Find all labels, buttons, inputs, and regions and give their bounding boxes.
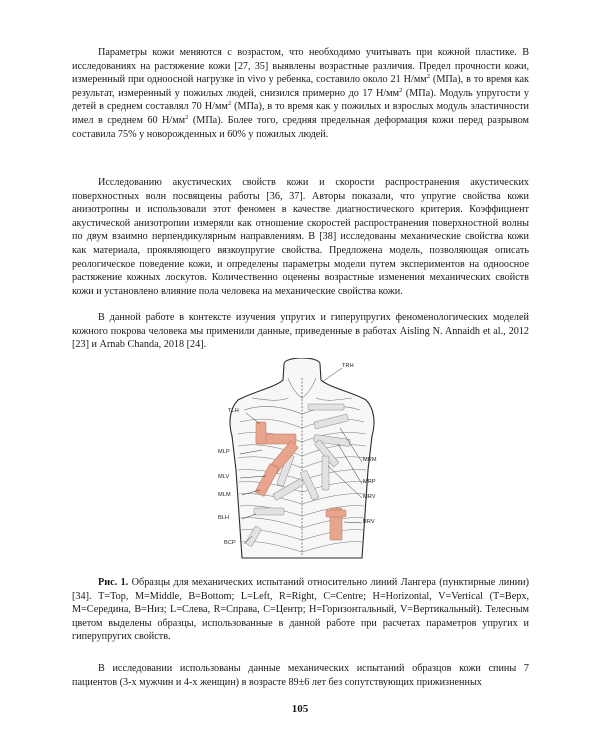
paragraph-this-work: В данной работе в контексте изучения упругих и гиперупругих феноменологических моделей кожного покрова человека мы применили данные, приведенные в работах Aisling N. Annaidh et al., 2012 [23] и Arnab Chanda, 2018 [24]. (72, 312, 529, 351)
label-trh: TRH (342, 363, 354, 369)
sample-brv-top (326, 510, 346, 517)
paragraph-acoustic: Исследованию акустических свойств кожи и скорости распространения акустических поверхностных волн посвящены работы [36, 37]. Авторы показали, что упругие свойства кожи анизотропны и использовали этот феномен в качестве диагностического критерия. Коэффициент акустической анизотропии измеряли как отношение скоростей распространения поверхностной волны по двум взаимно перпендикулярным направлениям. В [38] исследованы механические свойства кожи как материала, проявляющего вязкоупругие свойства. Предложена модель, позволяющая описать реологическое поведение кожи, и определены параметры модели путем экспериментов на одноосное растяжение кожных лоскутов. Количественно оценены возрастные изменения механических свойств кожи и установлено влияние пола человека на механические свойства кожи. (72, 177, 529, 297)
label-mlp: MLP (218, 449, 230, 455)
figure-caption (72, 576, 529, 644)
label-bcp: BCP (224, 540, 236, 546)
label-mrp: MRP (363, 479, 376, 485)
label-mrv: MRV (363, 494, 376, 500)
caption-label: Рис. 1. (98, 577, 129, 588)
label-mlv: MLV (218, 474, 230, 480)
label-mrm: MRM (363, 457, 377, 463)
label-mlm: MLM (218, 492, 231, 498)
label-tlh: TLH (228, 408, 239, 414)
page-number: 105 (291, 703, 309, 715)
back-illustration (222, 358, 382, 566)
label-brv: BRV (363, 519, 375, 525)
paragraph-closing: В исследовании использованы данные механических испытаний образцов кожи спины 7 пациентов (3-х мужчин и 4-х женщин) в возрасте 89±6 лет без сопутствующих прижизненных (72, 663, 529, 688)
paragraph-age-skin: Параметры кожи меняются с возрастом, что необходимо учитывать при кожной пластике. В исследованиях на растяжение кожи [27, 35] выявлены возрастные различия. Предел прочности кожи, измеренный при одноосной нагрузке in vivo у ребенка, составило около 21 $Н/мм^2$ (МПа), в то время как результат, измеренный у пожилых людей, снизился примерно до 17 $Н/мм^2$ (МПа). Модуль упругости у детей в среднем составлял 70 $Н/мм^2$ (МПа), в то время как у пожилых и взрослых модуль эластичности имел в среднем 60 $Н/мм^2$ (МПа). Более того, средняя предельная деформация кожи перед разрывом составила 75% у новорожденных и 60% у пожилых людей. (72, 47, 530, 140)
sample-tlh-v (256, 422, 266, 444)
figure-back-langer-lines (218, 358, 382, 566)
label-blh: BLH (218, 515, 230, 521)
caption-text: Образцы для механических испытаний относительно линий Лангера (пунктирные линии) [34]. T=Top, M=Middle, B=Bottom; L=Left, R=Right, C=Centre; H=Horizontal, V=Vertical (T=Верх, M=Середина, B=Низ; L=Слева, R=Справа, C=Центр; H=Горизонтальный, V=Вертикальный). Телесным цветом выделены образцы, использованные в данной работе при расчетах параметров упругих и гиперупругих свойств. (72, 577, 530, 643)
